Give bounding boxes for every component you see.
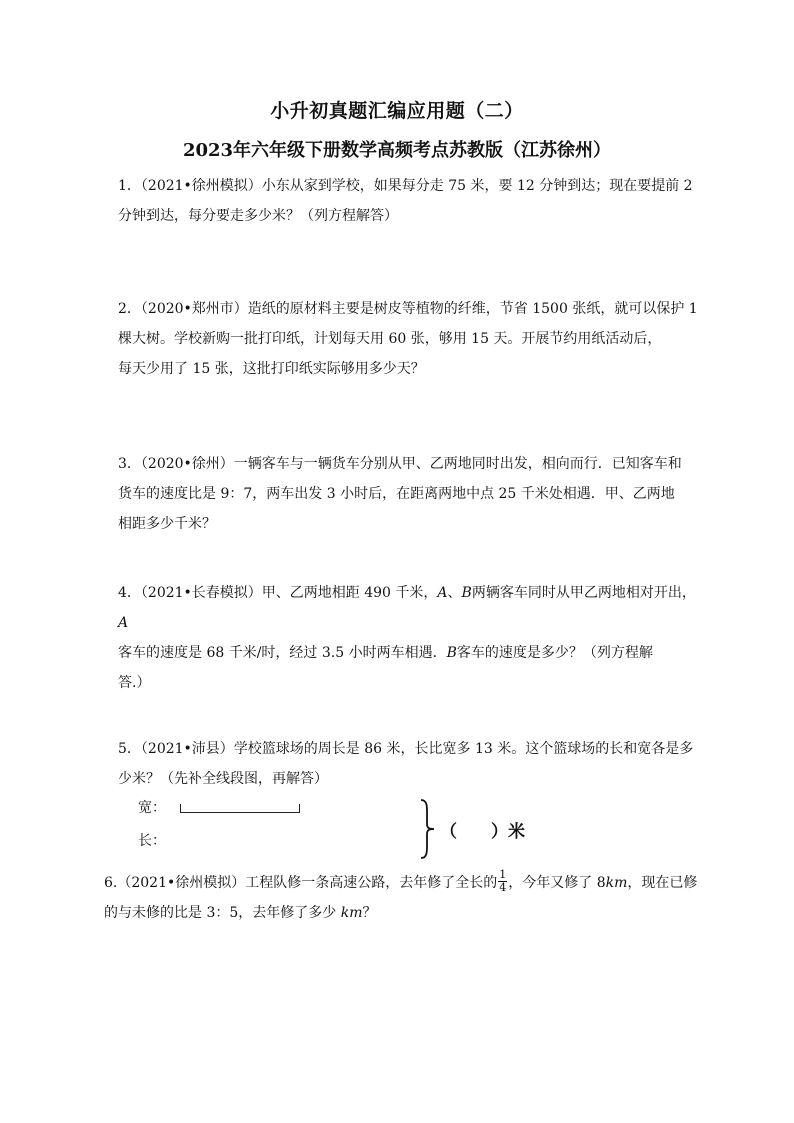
question-4 — [118, 578, 700, 698]
question-2-line-1: 2．（2020•郑州市）造纸的原材料主要是树皮等植物的纤维，节省 1500 张纸，就可以保护 1 — [118, 301, 698, 317]
fraction-one-quarter — [498, 869, 507, 894]
question-4-text-c: 客车的速度是 68 千米/时，经过 3.5 小时两车相遇． — [118, 645, 447, 661]
answer-bracket: （ ）米 — [440, 822, 525, 842]
question-2-line-3: 每天少用了 15 张，这批打印纸实际够用多少天？ — [118, 361, 425, 377]
question-6-text-c: ，现在已修 — [627, 875, 698, 891]
fraction-numerator: 1 — [499, 867, 507, 881]
question-4-text-a: 4．（2021•长春模拟）甲、乙两地相距 490 千米， — [118, 585, 438, 601]
question-6 — [104, 868, 704, 928]
question-2-line-2: 棵大树。学校新购一批打印纸，计划每天用 60 张，够用 15 天。开展节约用纸活动后， — [118, 331, 662, 347]
question-4-text-b: 两辆客车同时从甲乙两地相对开出， — [471, 585, 696, 601]
question-2 — [118, 294, 698, 384]
right-brace-icon — [418, 798, 438, 860]
unit-km-2: km — [340, 905, 363, 921]
var-a: A — [437, 585, 448, 601]
question-3-line-1: 3．（2020•徐州）一辆客车与一辆货车分别从甲、乙两地同时出发，相向而行．已知客车和 — [118, 456, 682, 472]
var-b: B — [461, 585, 472, 601]
question-4-text-sep: 、 — [447, 585, 462, 601]
question-5-line-2: 少米？（先补全线段图，再解答） — [118, 771, 328, 787]
var-b-2: B — [446, 645, 457, 661]
question-6-text-a: 6.（2021•徐州模拟）工程队修一条高速公路，去年修了全长的 — [104, 875, 498, 891]
question-5-line-1: 5．（2021•沛县）学校篮球场的周长是 86 米，长比宽多 13 米。这个篮球场的长和宽各是多 — [118, 741, 694, 757]
question-4-text-d: 客车的速度是多少？（列方程解 — [456, 645, 653, 661]
question-1-line-2: 分钟到达，每分要走多少米？（列方程解答） — [118, 208, 398, 224]
page-title: 小升初真题汇编应用题（二） — [270, 100, 524, 122]
fraction-denominator: 4 — [499, 880, 507, 894]
question-4-line-1 — [118, 578, 700, 638]
question-6-text-d: 的与未修的比是 3：5，去年修了多少 — [104, 905, 341, 921]
question-3-line-3: 相距多少千米？ — [118, 516, 216, 532]
page-subtitle: 2023年六年级下册数学高频考点苏教版（江苏徐州） — [182, 140, 612, 161]
label-length: 长： — [138, 833, 166, 849]
question-6-text-e: ？ — [362, 905, 377, 921]
label-width: 宽： — [138, 800, 166, 816]
question-1 — [118, 171, 698, 231]
width-line-segment — [180, 804, 300, 813]
question-6-line-1 — [104, 868, 704, 898]
var-a-2: A — [118, 615, 129, 631]
question-3-line-2: 货车的速度比是 9：7，两车出发 3 小时后，在距离两地中点 25 千米处相遇．甲、乙两地 — [118, 486, 675, 502]
unit-km: km — [605, 875, 628, 891]
question-1-line-1: 1．（2021•徐州模拟）小东从家到学校，如果每分走 75 米，要 12 分钟到达；现在要提前 2 — [118, 178, 693, 194]
question-4-line-2 — [118, 638, 700, 668]
question-4-line-3: 答.） — [118, 675, 151, 691]
question-6-text-b: ，今年又修了 8 — [508, 875, 606, 891]
question-3 — [118, 449, 698, 539]
question-5 — [118, 734, 698, 794]
question-6-line-2 — [104, 898, 704, 928]
